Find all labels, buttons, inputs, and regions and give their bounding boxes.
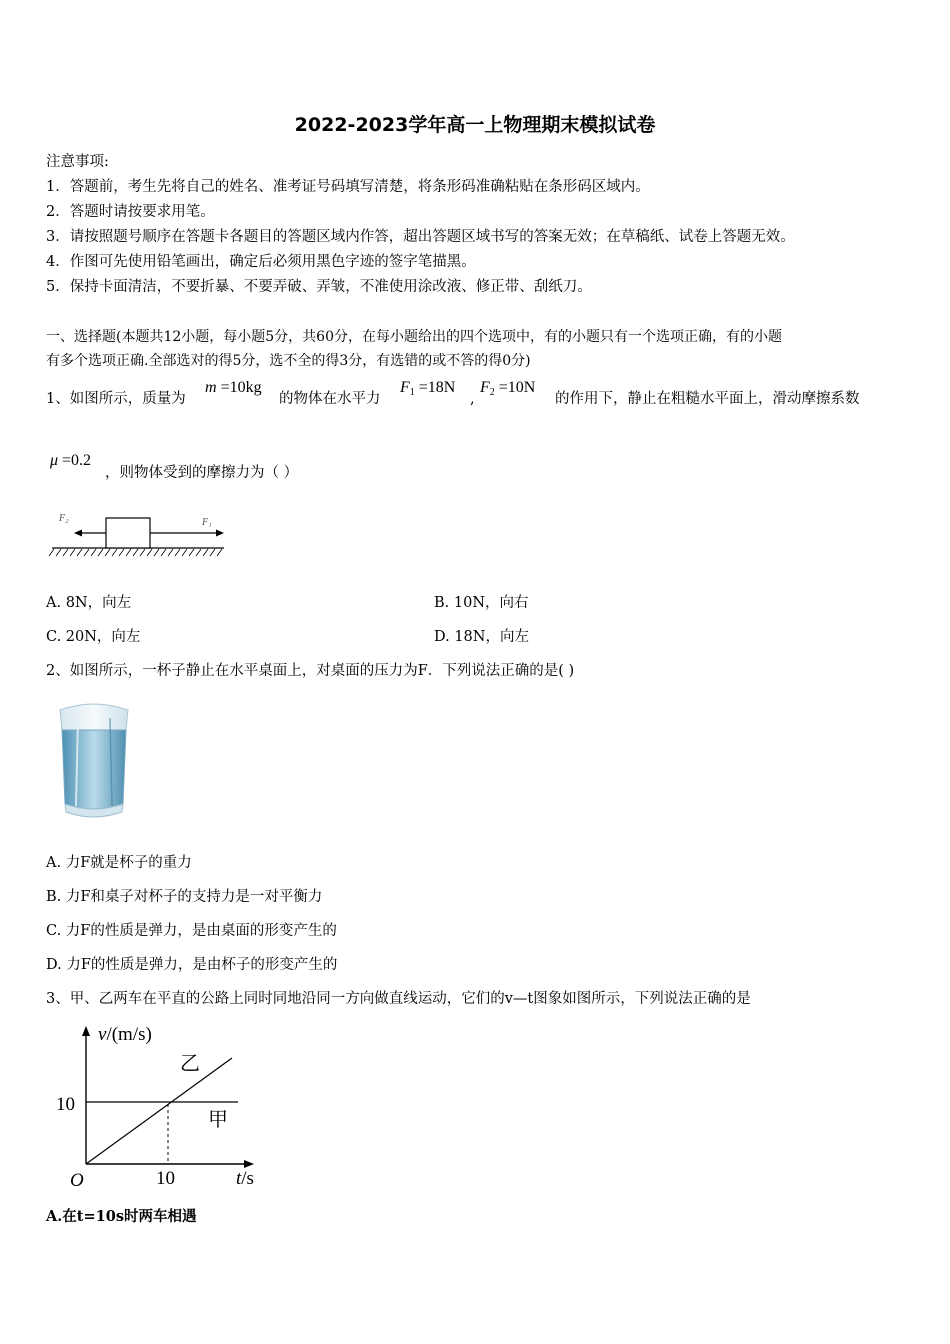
notice-heading: 注意事项: <box>46 154 109 170</box>
q1-question-end: ，则物体受到的摩擦力为（ ） <box>105 465 299 481</box>
y-axis-label: v/(m/s) <box>98 1024 152 1045</box>
q1-f2-formula: $F_2 =10N$ <box>480 379 536 398</box>
f1-label: F₁ <box>202 517 212 528</box>
q1-mid: 的物体在水平力 <box>279 391 381 407</box>
notice-item-2: 2．答题时请按要求用笔。 <box>46 204 215 220</box>
f2-arrowhead <box>74 530 82 537</box>
q2-stem: 2、如图所示，一杯子静止在水平桌面上，对桌面的压力为F．下列说法正确的是( ) <box>46 663 575 679</box>
x-axis-arrow <box>244 1160 254 1168</box>
q1-prefix: 1、如图所示，质量为 <box>46 391 186 407</box>
q1-option-a: A. 8N，向左 <box>46 595 132 611</box>
notice-item-4: 4．作图可先使用铅笔画出，确定后必须用黑色字迹的签字笔描黑。 <box>46 254 476 270</box>
q2-option-d: D. 力F的性质是弹力，是由杯子的形变产生的 <box>46 957 338 973</box>
q3-option-a: A.在t=10s时两车相遇 <box>46 1208 197 1225</box>
f1-arrowhead <box>216 530 224 537</box>
y-tick-10: 10 <box>56 1094 75 1115</box>
x-axis-label: t/s <box>236 1168 254 1189</box>
origin-label: O <box>70 1170 84 1191</box>
block <box>106 518 150 548</box>
series-jia-label: 甲 <box>208 1109 228 1131</box>
q1-mass-formula: m =10kg <box>205 379 262 396</box>
notice-item-3: 3．请按照题号顺序在答题卡各题目的答题区域内作答，超出答题区域书写的答案无效；在草稿纸、试卷上答题无效。 <box>46 229 795 245</box>
section-intro-line2: 有多个选项正确.全部选对的得5分，选不全的得3分，有选错的或不答的得0分) <box>46 353 531 369</box>
y-axis-arrow <box>82 1026 90 1036</box>
q1-force-diagram <box>48 505 230 565</box>
q3-vt-graph <box>48 1018 270 1194</box>
q1-option-c: C. 20N，向左 <box>46 629 141 645</box>
q1-f1-formula: $F_1 =18N$ <box>400 379 456 398</box>
q1-option-b: B. 10N，向右 <box>434 595 529 611</box>
q2-option-a: A. 力F就是杯子的重力 <box>46 855 192 871</box>
glass-rim <box>60 704 128 730</box>
q1-comma: , <box>470 391 475 407</box>
notice-item-5: 5．保持卡面清洁，不要折暴、不要弄破、弄皱，不准使用涂改液、修正带、刮纸刀。 <box>46 279 592 295</box>
q3-stem: 3、甲、乙两车在平直的公路上同时同地沿同一方向做直线运动，它们的v—t图象如图所示，下列说法正确的是 <box>46 991 751 1007</box>
q2-option-c: C. 力F的性质是弹力，是由桌面的形变产生的 <box>46 923 337 939</box>
section-intro-line1: 一、选择题(本题共12小题，每小题5分，共60分，在每小题给出的四个选项中，有的小题只有一个选项正确，有的小题 <box>46 329 782 345</box>
q1-mu-formula: μ =0.2 <box>50 452 92 469</box>
ground-hatching <box>49 549 222 556</box>
q2-option-b: B. 力F和桌子对杯子的支持力是一对平衡力 <box>46 889 323 905</box>
q1-option-d: D. 18N，向左 <box>434 629 529 645</box>
q2-glass-image <box>46 700 140 822</box>
q1-suffix: 的作用下，静止在粗糙水平面上，滑动摩擦系数 <box>555 391 860 407</box>
series-yi-label: 乙 <box>180 1053 200 1075</box>
glass-water <box>62 730 126 809</box>
x-tick-10: 10 <box>156 1168 175 1189</box>
notice-item-1: 1．答题前，考生先将自己的姓名、准考证号码填写清楚，将条形码准确粘贴在条形码区域内。 <box>46 179 650 195</box>
page-title: 2022-2023学年高一上物理期末模拟试卷 <box>294 114 656 136</box>
f2-label: F₂ <box>59 513 69 524</box>
